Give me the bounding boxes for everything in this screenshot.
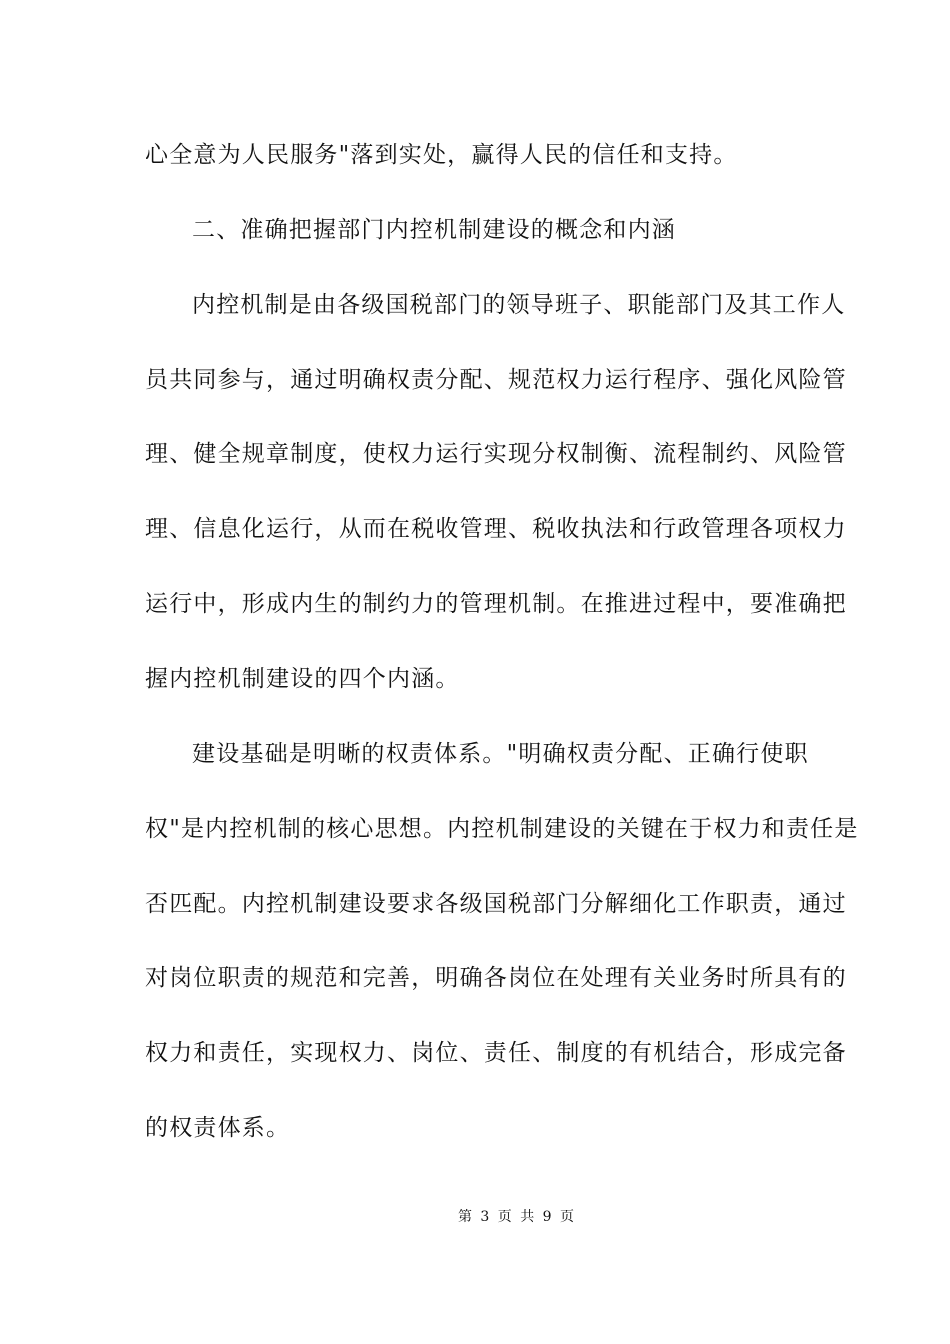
paragraph-line: 握内控机制建设的四个内涵。 [145,666,460,692]
paragraph-line: 对岗位职责的规范和完善，明确各岗位在处理有关业务时所具有的 [145,965,847,991]
paragraph-line: 否匹配。内控机制建设要求各级国税部门分解细化工作职责，通过 [145,891,847,917]
paragraph-line: 运行中，形成内生的制约力的管理机制。在推进过程中，要准确把 [145,591,847,617]
section-heading: 二、准确把握部门内控机制建设的概念和内涵 [192,217,676,243]
paragraph-line: 的权责体系。 [145,1115,291,1141]
paragraph-line: 内控机制是由各级国税部门的领导班子、职能部门及其工作人 [192,292,846,318]
page-number-label: 第 3 页 共 9 页 [457,1209,577,1225]
paragraph-line: 员共同参与，通过明确权责分配、规范权力运行程序、强化风险管 [145,367,847,393]
paragraph-line: 心全意为人民服务"落到实处，赢得人民的信任和支持。 [145,142,738,168]
paragraph-line: 理、健全规章制度，使权力运行实现分权制衡、流程制约、风险管 [145,441,847,467]
paragraph-line: 建设基础是明晰的权责体系。"明确权责分配、正确行使职 [192,741,809,767]
page-footer [0,1208,950,1226]
paragraph-line: 权力和责任，实现权力、岗位、责任、制度的有机结合，形成完备 [145,1040,847,1066]
paragraph-line: 权"是内控机制的核心思想。内控机制建设的关键在于权力和责任是 [145,816,859,842]
paragraph-line: 理、信息化运行，从而在税收管理、税收执法和行政管理各项权力 [145,516,847,542]
